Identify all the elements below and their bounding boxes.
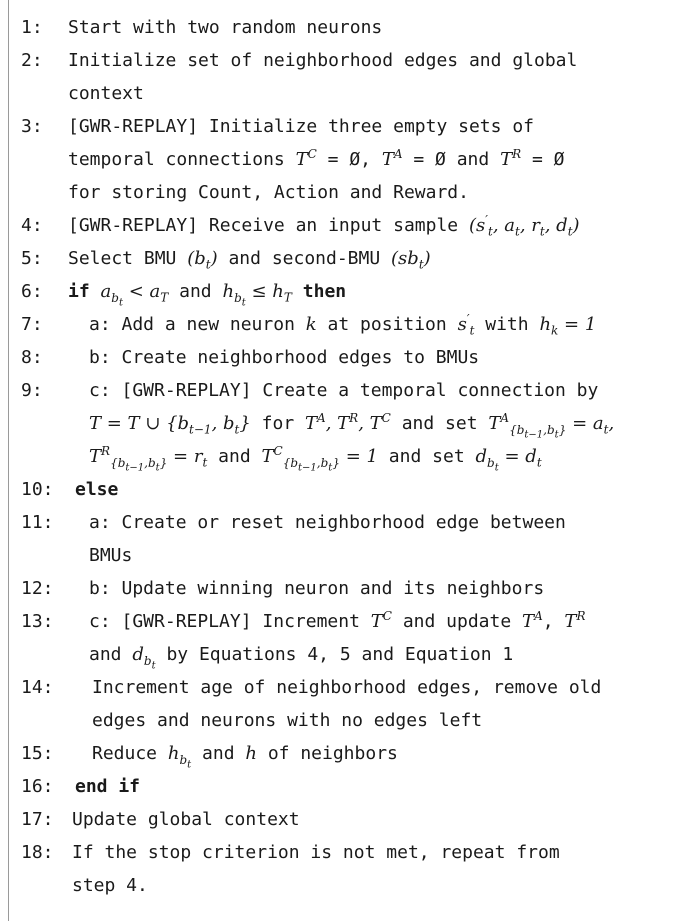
line-text: c: [GWR-REPLAY] Create a temporal connection by bbox=[89, 380, 599, 401]
line-number: 7: bbox=[21, 314, 43, 335]
line-text: step 4. bbox=[72, 875, 148, 896]
line-text: If the stop criterion is not met, repeat from bbox=[72, 842, 560, 863]
line-number: 4: bbox=[21, 215, 43, 236]
line-number: 2: bbox=[21, 50, 43, 71]
line-number: 13: bbox=[21, 611, 54, 632]
line-number: 14: bbox=[21, 677, 54, 698]
line-text: edges and neurons with no edges left bbox=[92, 710, 483, 731]
line-text: Update global context bbox=[72, 809, 300, 830]
line-number: 12: bbox=[21, 578, 54, 599]
line-text: Start with two random neurons bbox=[68, 17, 383, 38]
line-text: Reduce $h_{b_t}$ and h of neighbors bbox=[92, 743, 398, 770]
line-number: 15: bbox=[21, 743, 54, 764]
line-number: 3: bbox=[21, 116, 43, 137]
algorithm-listing bbox=[8, 0, 692, 921]
line-text: a: Add a new neuron k at position $s'_t$ with $h_k = 1$ bbox=[89, 312, 597, 338]
line-text: else bbox=[75, 479, 119, 500]
line-text: [GWR-REPLAY] Receive an input sample ($s'_t$, $a_t$, $r_t$, $d_t$) bbox=[68, 213, 580, 239]
line-text: [GWR-REPLAY] Initialize three empty sets of bbox=[68, 116, 534, 137]
line-number: 16: bbox=[21, 776, 54, 797]
line-text: a: Create or reset neighborhood edge between bbox=[89, 512, 566, 533]
line-text: Select BMU $(b_t)$ and second-BMU $(sb_t)$ bbox=[68, 248, 431, 272]
line-text: c: [GWR-REPLAY] Increment $T^C$ and update $T^A$, $T^R$ bbox=[89, 609, 586, 632]
line-text: b: Update winning neuron and its neighbors bbox=[89, 578, 545, 599]
line-text: b: Create neighborhood edges to BMUs bbox=[89, 347, 480, 368]
line-text: end if bbox=[75, 776, 141, 797]
line-number: 8: bbox=[21, 347, 43, 368]
line-text: Initialize set of neighborhood edges and global bbox=[68, 50, 578, 71]
line-number: 17: bbox=[21, 809, 54, 830]
line-text: $T^R_{\{b_{t-1},b_t\}} = r_t$ and $T^C_{\{b_{t-1},b_t\}} = 1$ and set $d_{b_t} = d_t$ bbox=[89, 444, 542, 473]
line-number: 18: bbox=[21, 842, 54, 863]
line-number: 9: bbox=[21, 380, 43, 401]
line-text: BMUs bbox=[89, 545, 133, 566]
line-number: 10: bbox=[21, 479, 54, 500]
line-text: context bbox=[68, 83, 144, 104]
line-text: and $d_{b_t}$ by Equations 4, 5 and Equation 1 bbox=[89, 644, 514, 671]
line-number: 6: bbox=[21, 281, 43, 302]
line-text: if $a_{b_t} < a_T$ and $h_{b_t} \le h_T$ then bbox=[68, 281, 347, 308]
line-number: 5: bbox=[21, 248, 43, 269]
line-text: temporal connections $T^C$ = Ø, $T^A$ = Ø and $T^R$ = Ø bbox=[68, 147, 565, 170]
line-number: 11: bbox=[21, 512, 54, 533]
line-text: for storing Count, Action and Reward. bbox=[68, 182, 469, 203]
line-text: Increment age of neighborhood edges, remove old bbox=[92, 677, 602, 698]
line-text: T = T ∪ {$b_{t-1}$, $b_t$} for $T^A$, $T^R$, $T^C$ and set $T^A_{\{b_{t-1},b_t\}} = a_t$, bbox=[89, 411, 615, 440]
line-number: 1: bbox=[21, 17, 43, 38]
